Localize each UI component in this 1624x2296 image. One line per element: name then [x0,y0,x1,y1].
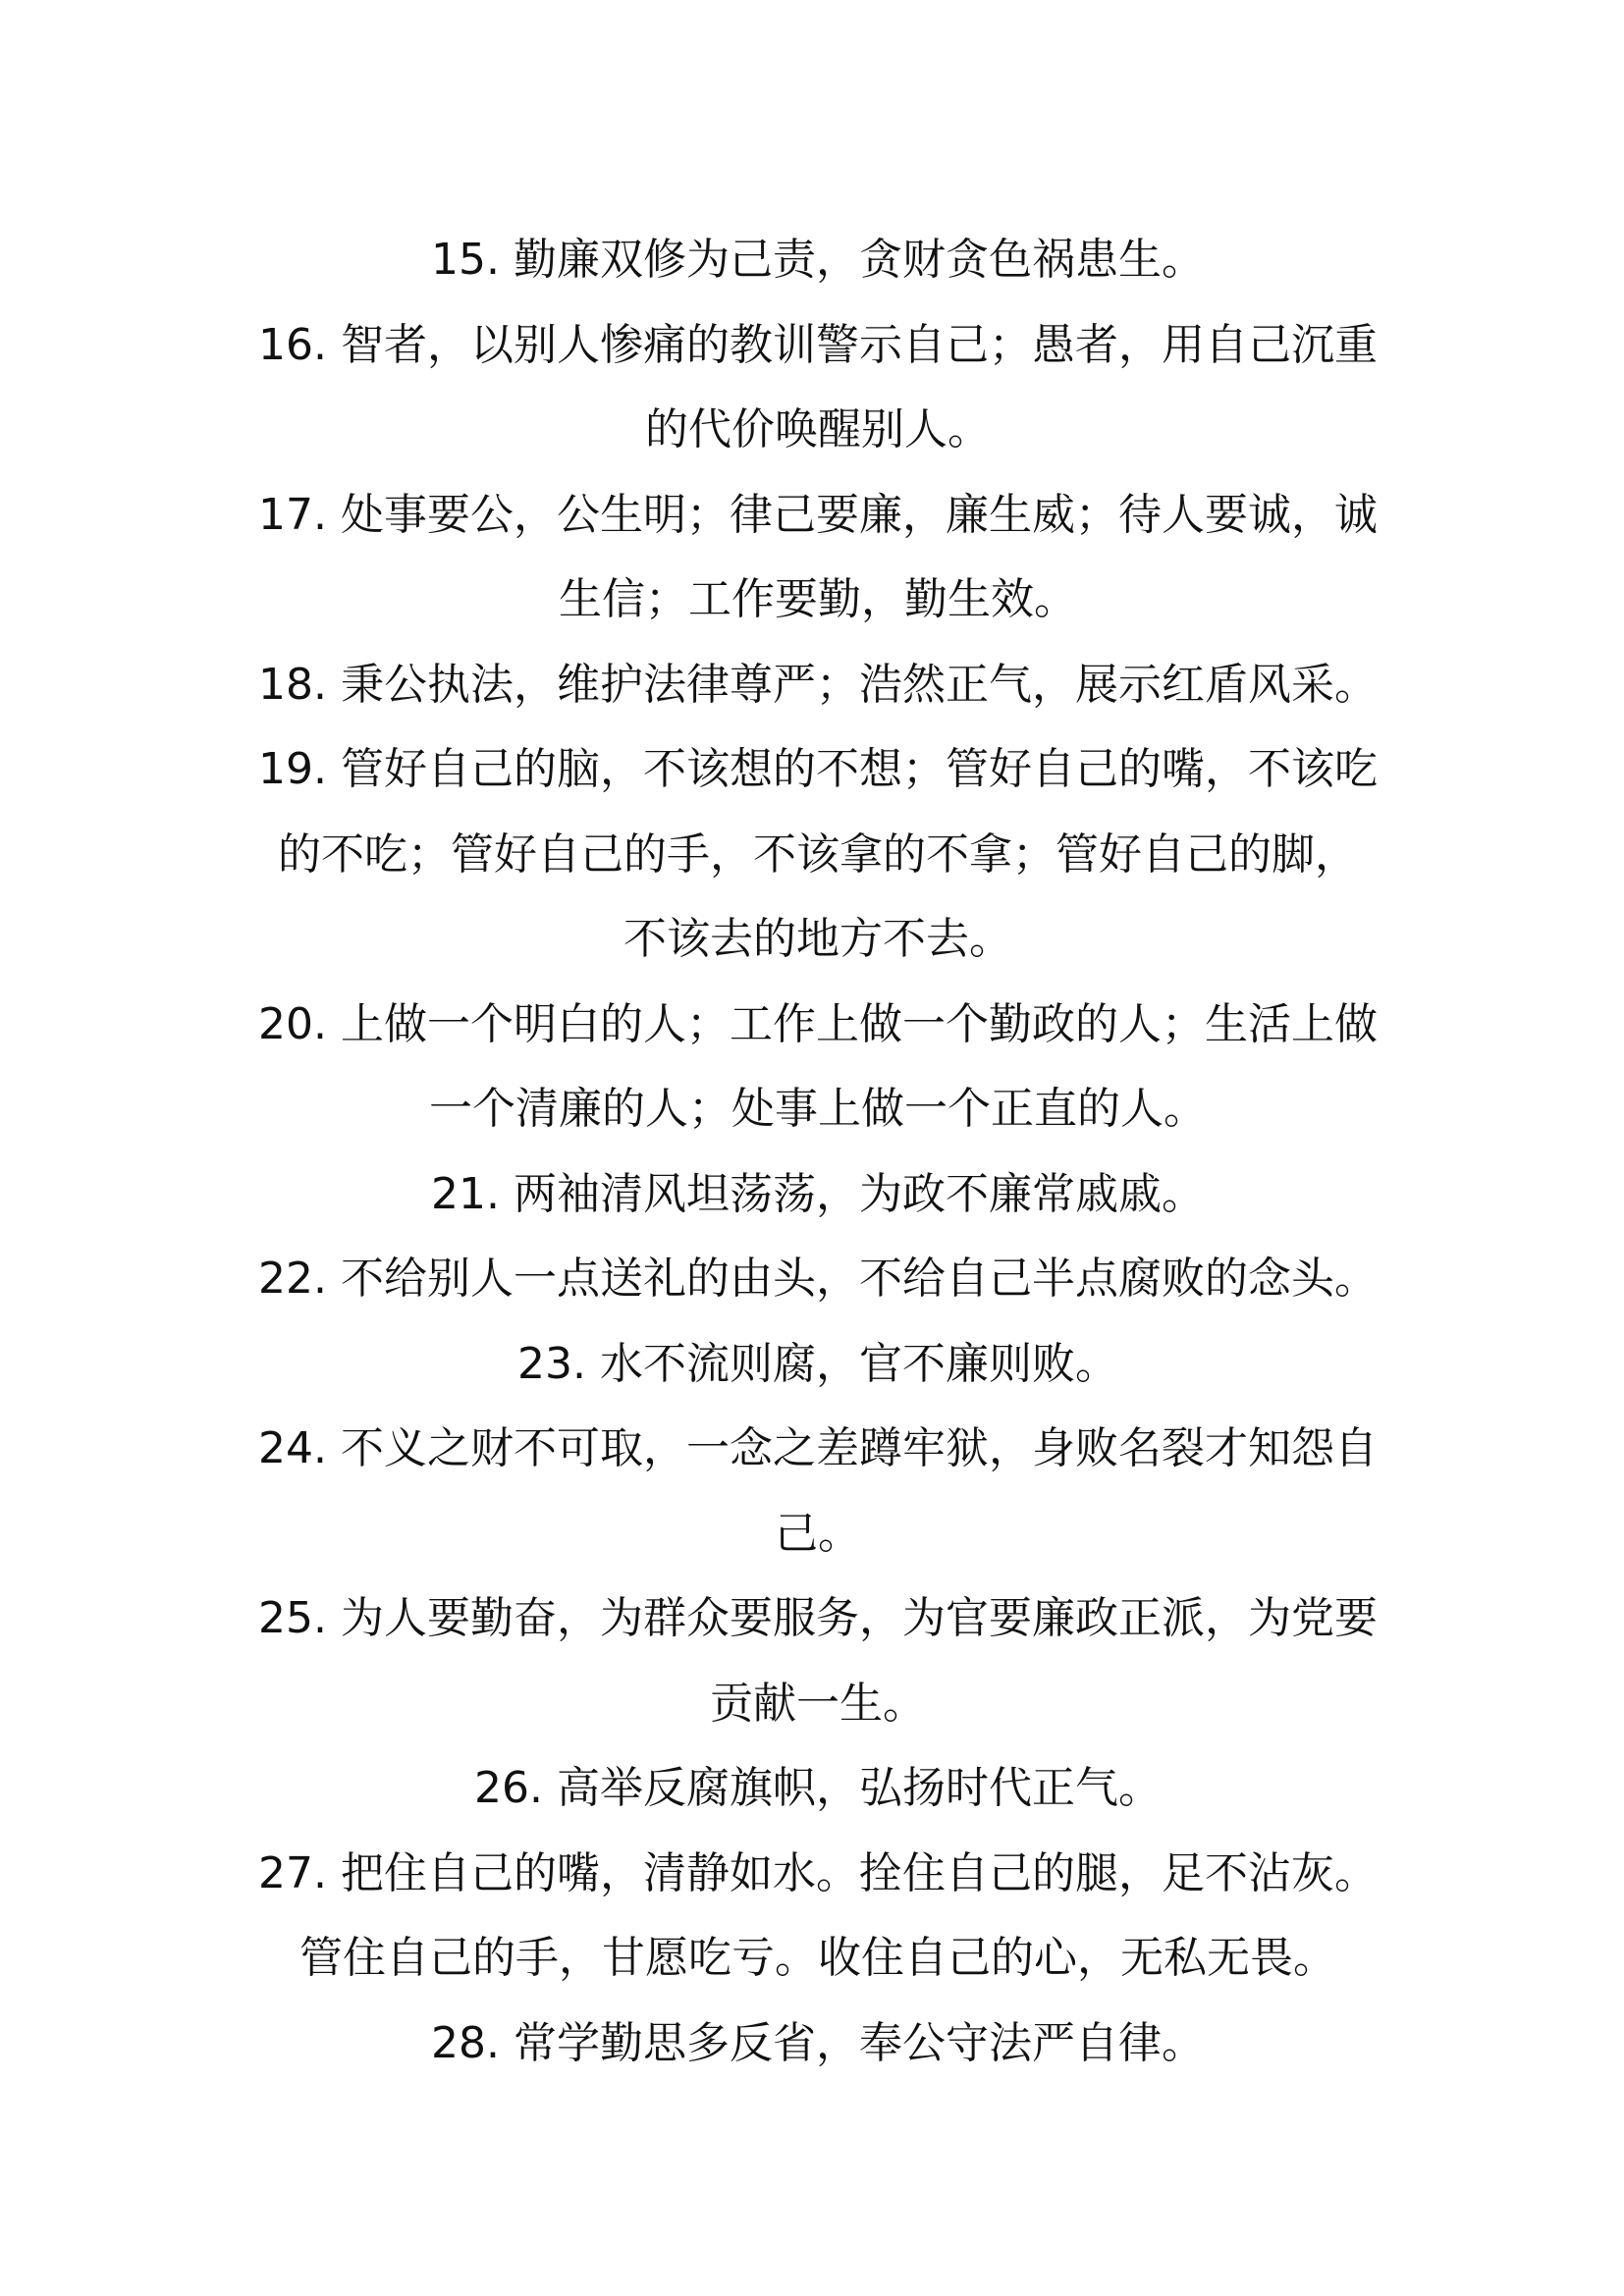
text-line: 19. 管好自己的脑，不该想的不想；管好自己的嘴，不该吃 [258,744,1378,794]
text-line: 21. 两袖清风坦荡荡，为政不廉常戚戚。 [431,1168,1205,1219]
text-line: 16. 智者，以别人惨痛的教训警示自己；愚者，用自己沉重 [258,319,1378,370]
text-line: 27. 把住自己的嘴，清静如水。拴住自己的腿，足不沾灰。 [258,1847,1378,1898]
text-line: 15. 勤廉双修为己责，贪财贪色祸患生。 [431,235,1205,285]
text-line: 17. 处事要公，公生明；律己要廉，廉生威；待人要诚，诚 [258,489,1378,540]
text-line: 一个清廉的人；处事上做一个正直的人。 [429,1084,1207,1134]
text-line: 24. 不义之财不可取，一念之差蹲牢狱，身败名裂才知怨自 [258,1423,1378,1473]
text-line: 不该去的地方不去。 [623,914,1012,964]
text-line: 26. 高举反腐旗帜，弘扬时代正气。 [474,1763,1162,1813]
text-line: 25. 为人要勤奋，为群众要服务，为官要廉政正派，为党要 [258,1593,1378,1643]
text-line: 22. 不给别人一点送礼的由头，不给自己半点腐败的念头。 [258,1254,1378,1304]
text-line: 20. 上做一个明白的人；工作上做一个勤政的人；生活上做 [258,998,1378,1049]
text-line: 管住自己的手，甘愿吃亏。收住自己的心，无私无畏。 [299,1933,1336,1983]
text-line: 生信；工作要勤，勤生效。 [559,574,1077,624]
text-line: 28. 常学勤思多反省，奉公守法严自律。 [431,2017,1205,2068]
document-page [253,218,1382,2086]
text-line: 贡献一生。 [710,1678,926,1729]
text-line: 的代价唤醒别人。 [645,404,991,454]
text-line: 己。 [775,1508,861,1559]
text-line: 18. 秉公执法，维护法律尊严；浩然正气，展示红盾风采。 [258,659,1378,710]
text-line: 23. 水不流则腐，官不廉则败。 [517,1338,1118,1389]
text-line: 的不吃；管好自己的手，不该拿的不拿；管好自己的脚， [278,828,1358,880]
